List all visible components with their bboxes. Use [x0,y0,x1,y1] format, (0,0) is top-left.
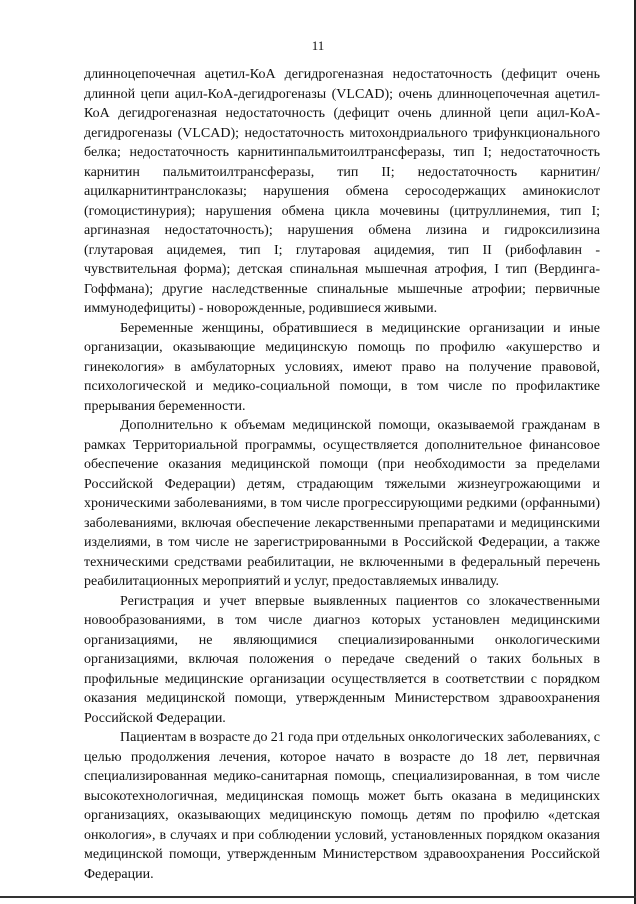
paragraph-additional-funding: Дополнительно к объемам медицинской помощи, оказываемой гражданам в рамках Территориальной программы, осуществляется дополнительное финансовое обеспечение оказания медицинской помощи (при необходимости за пределами Российской Федерации) детям, страдающим тяжелыми жизнеугрожающими и хроническими заболеваниями, в том числе прогрессирующими редкими (орфанными) заболеваниями, включая обеспечение лекарственными препаратами и медицинскими изделиями, в том числе не зарегистрированными в Российской Федерации, а также техническими средствами реабилитации, не включенными в федеральный перечень реабилитационных мероприятий и услуг, предоставляемых инвалиду. [84,418,600,589]
paragraph-screening-list: длинноцепочечная ацетил-КоА дегидрогеназная недостаточность (дефицит очень длинной цепи ацил-КоА-дегидрогеназы (VLCAD); очень длинноцепочечная ацетил-КоА дегидрогеназная недостаточность (дефицит очень длинной цепи ацил-КоА-дегидрогеназы (VLCAD); недостаточность митохондриального трифункционального белка; недостаточность карнитинпальмитоилтрансферазы, тип I; недостаточность карнитин пальмитоилтрансферазы, тип II; недостаточность карнитин/ацилкарнитинтранслоказы; нарушения обмена серосодержащих аминокислот (гомоцистинурия); нарушения обмена цикла мочевины (цитруллинемия, тип I; аргиназная недостаточность); нарушения обмена лизина и гидроксилизина (глутаровая ацидемея, тип I; глутаровая ацидемия, тип II (рибофлавин - чувствительная форма); детская спинальная мышечная атрофия, I тип (Вердинга-Гоффмана); другие наследственные спинальные мышечные атрофии; первичные иммунодефициты) - новорожденные, родившиеся живыми. [84,67,600,316]
page-number: 11 [311,38,325,53]
paragraph-pregnant-women: Беременные женщины, обратившиеся в медицинские организации и иные организации, оказывающие медицинскую помощь по профилю «акушерство и гинекология» в амбулаторных условиях, имеют право на получение правовой, психологической и медико-социальной помощи, в том числе по профилактике прерывания беременности. [84,320,600,414]
scan-edge-bottom [0,896,636,898]
paragraph-pediatric-oncology: Пациентам в возрасте до 21 года при отдельных онкологических заболеваниях, с целью продолжения лечения, которое начато в возрасте до 18 лет, первичная специализированная медико-санитарная помощь, специализированная, в том числе высокотехнологичная, медицинская помощь может быть оказана в медицинских организациях, оказывающих медицинскую помощь детям по профилю «детская онкология», в случаях и при соблюдении условий, установленных порядком оказания медицинской помощи, утвержденным Министерством здравоохранения Российской Федерации. [84,730,600,882]
document-body [84,65,600,884]
paragraph-oncology-registration: Регистрация и учет впервые выявленных пациентов со злокачественными новообразованиями, в том числе диагноз которых установлен медицинскими организациями, не являющимися специализированными онкологическими организациями, включая положения о передаче сведений о таких больных в профильные медицинские организации осуществляется в соответствии с порядком оказания медицинской помощи, утвержденным Министерством здравоохранения Российской Федерации. [84,593,600,726]
